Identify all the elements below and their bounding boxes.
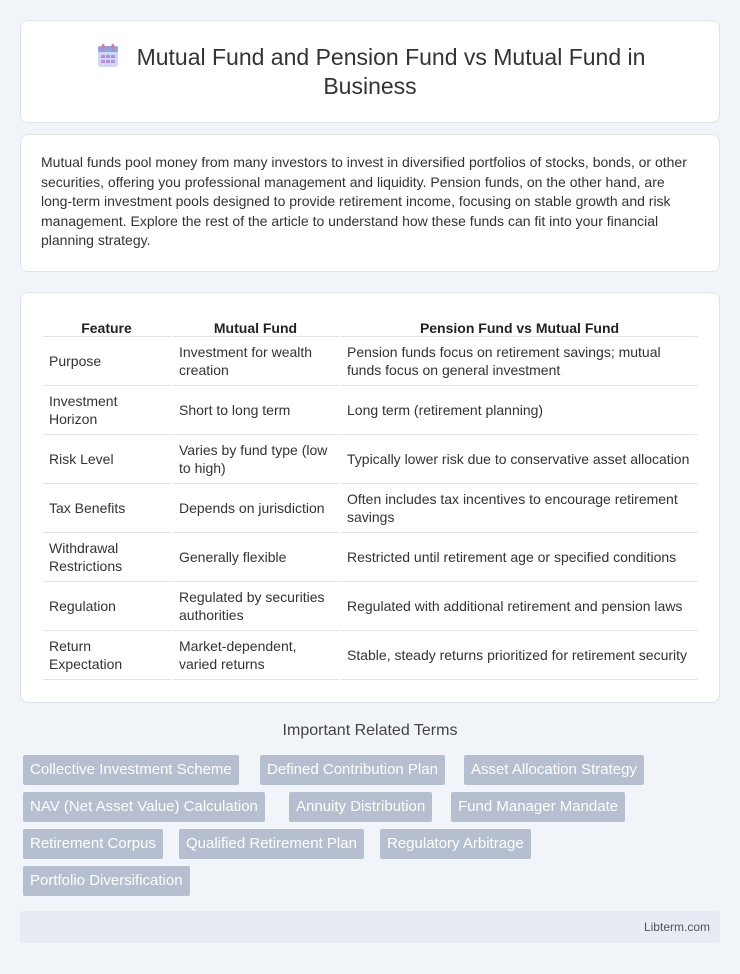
title-card	[20, 20, 720, 123]
related-term-tag[interactable]: Defined Contribution Plan	[260, 755, 445, 785]
related-term-tag[interactable]: Portfolio Diversification	[23, 866, 190, 896]
table-row	[43, 337, 698, 386]
table-cell: Depends on jurisdiction	[173, 484, 341, 533]
table-row	[43, 533, 698, 582]
related-term-tag[interactable]: Retirement Corpus	[23, 829, 163, 859]
table-cell: Long term (retirement planning)	[341, 386, 698, 435]
table-cell: Risk Level	[43, 435, 173, 484]
table-cell: Regulated by securities authorities	[173, 582, 341, 631]
table-cell: Return Expectation	[43, 631, 173, 680]
intro-card	[20, 134, 720, 272]
table-cell: Typically lower risk due to conservative asset allocation	[341, 435, 698, 484]
footer	[20, 911, 720, 943]
table-cell: Market-dependent, varied returns	[173, 631, 341, 680]
table-cell: Pension funds focus on retirement savings; mutual funds focus on general investment	[341, 337, 698, 386]
page-title	[61, 43, 679, 101]
intro-text: Mutual funds pool money from many investors to invest in diversified portfolios of stocks, bonds, or other securities, offering you professional management and liquidity. Pension funds, on the other hand, are long-term investment pools designed to provide retirement income, focusing on stable growth and risk management. Explore the rest of the article to understand how these funds can fit into your financial planning strategy.	[41, 154, 687, 249]
table-cell: Investment Horizon	[43, 386, 173, 435]
related-terms-heading: Important Related Terms	[282, 722, 458, 739]
table-row	[43, 435, 698, 484]
table-cell: Regulation	[43, 582, 173, 631]
comparison-table-card	[20, 292, 720, 703]
related-term-tag[interactable]: Qualified Retirement Plan	[179, 829, 364, 859]
related-term-tag[interactable]: Asset Allocation Strategy	[464, 755, 644, 785]
table-cell: Regulated with additional retirement and pension laws	[341, 582, 698, 631]
document-icon	[95, 43, 121, 69]
table-cell: Stable, steady returns prioritized for retirement security	[341, 631, 698, 680]
header-pension-vs-mutual: Pension Fund vs Mutual Fund	[341, 315, 698, 337]
comparison-table	[43, 315, 698, 680]
related-term-tag[interactable]: Annuity Distribution	[289, 792, 432, 822]
table-cell: Short to long term	[173, 386, 341, 435]
table-row	[43, 631, 698, 680]
table-cell: Tax Benefits	[43, 484, 173, 533]
table-row	[43, 386, 698, 435]
table-header-row	[43, 315, 698, 337]
header-mutual-fund: Mutual Fund	[173, 315, 341, 337]
related-term-tag[interactable]: Fund Manager Mandate	[451, 792, 625, 822]
table-row	[43, 484, 698, 533]
related-term-tag[interactable]: Collective Investment Scheme	[23, 755, 239, 785]
table-cell: Purpose	[43, 337, 173, 386]
header-feature: Feature	[43, 315, 173, 337]
table-cell: Investment for wealth creation	[173, 337, 341, 386]
table-cell: Withdrawal Restrictions	[43, 533, 173, 582]
table-cell: Often includes tax incentives to encourage retirement savings	[341, 484, 698, 533]
footer-brand[interactable]: Libterm.com	[643, 920, 710, 934]
table-cell: Varies by fund type (low to high)	[173, 435, 341, 484]
page-title-text: Mutual Fund and Pension Fund vs Mutual Fund in Business	[136, 43, 646, 99]
table-row	[43, 582, 698, 631]
related-term-tag[interactable]: NAV (Net Asset Value) Calculation	[23, 792, 265, 822]
table-cell: Generally flexible	[173, 533, 341, 582]
table-cell: Restricted until retirement age or specified conditions	[341, 533, 698, 582]
related-term-tag[interactable]: Regulatory Arbitrage	[380, 829, 531, 859]
